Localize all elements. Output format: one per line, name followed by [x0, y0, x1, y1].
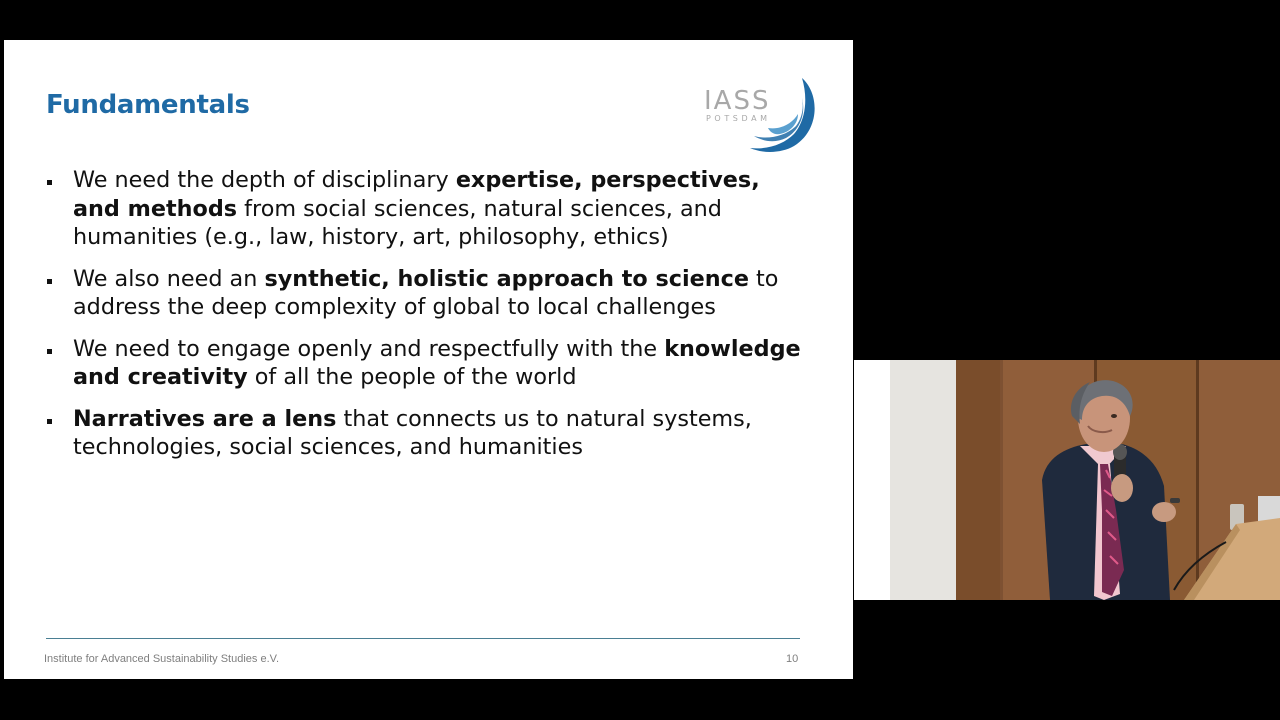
slide — [4, 40, 853, 679]
bullet-square-icon — [47, 180, 52, 185]
bullet-item — [44, 166, 814, 252]
bullet-text-2b: to address the deep complexity of global to local challenges — [73, 265, 779, 320]
bullet-item — [44, 335, 814, 392]
bullet-text-3a: We need to engage openly and respectfully with the — [73, 335, 665, 362]
footer-divider — [46, 638, 800, 639]
slide-title: Fundamentals — [46, 90, 250, 120]
bullet-text-1a: We need the depth of disciplinary — [73, 167, 456, 193]
iass-logo — [702, 74, 817, 154]
speaker-video-feed — [854, 360, 1280, 600]
bullet-text-2a: We also need an — [73, 265, 265, 292]
footer-institution: Institute for Advanced Sustainability Studies e.V. — [44, 653, 280, 665]
bullet-bold-2: synthetic, holistic approach to science — [264, 265, 749, 292]
logo-subtext: POTSDAM — [706, 114, 771, 123]
bullet-square-icon — [47, 349, 52, 354]
bullet-item — [44, 405, 814, 462]
logo-text: IASS — [704, 86, 771, 116]
bullet-square-icon — [47, 279, 52, 284]
page-number: 10 — [786, 653, 799, 665]
speaker-scene-image — [854, 360, 1280, 600]
bullet-list — [44, 166, 814, 475]
bullet-bold-3: knowledge and creativity — [73, 335, 801, 390]
bullet-item — [44, 265, 814, 322]
bullet-text-4b: that connects us to natural systems, technologies, social sciences, and humanities — [73, 405, 752, 460]
bullet-text-3b: of all the people of the world — [247, 364, 577, 390]
bullet-text-1b: from social sciences, natural sciences, and humanities (e.g., law, history, art, philosophy, ethics) — [73, 195, 722, 250]
bullet-square-icon — [47, 419, 52, 424]
bullet-bold-4: Narratives are a lens — [73, 405, 337, 432]
bullet-bold-1: expertise, perspectives, and methods — [73, 167, 760, 222]
